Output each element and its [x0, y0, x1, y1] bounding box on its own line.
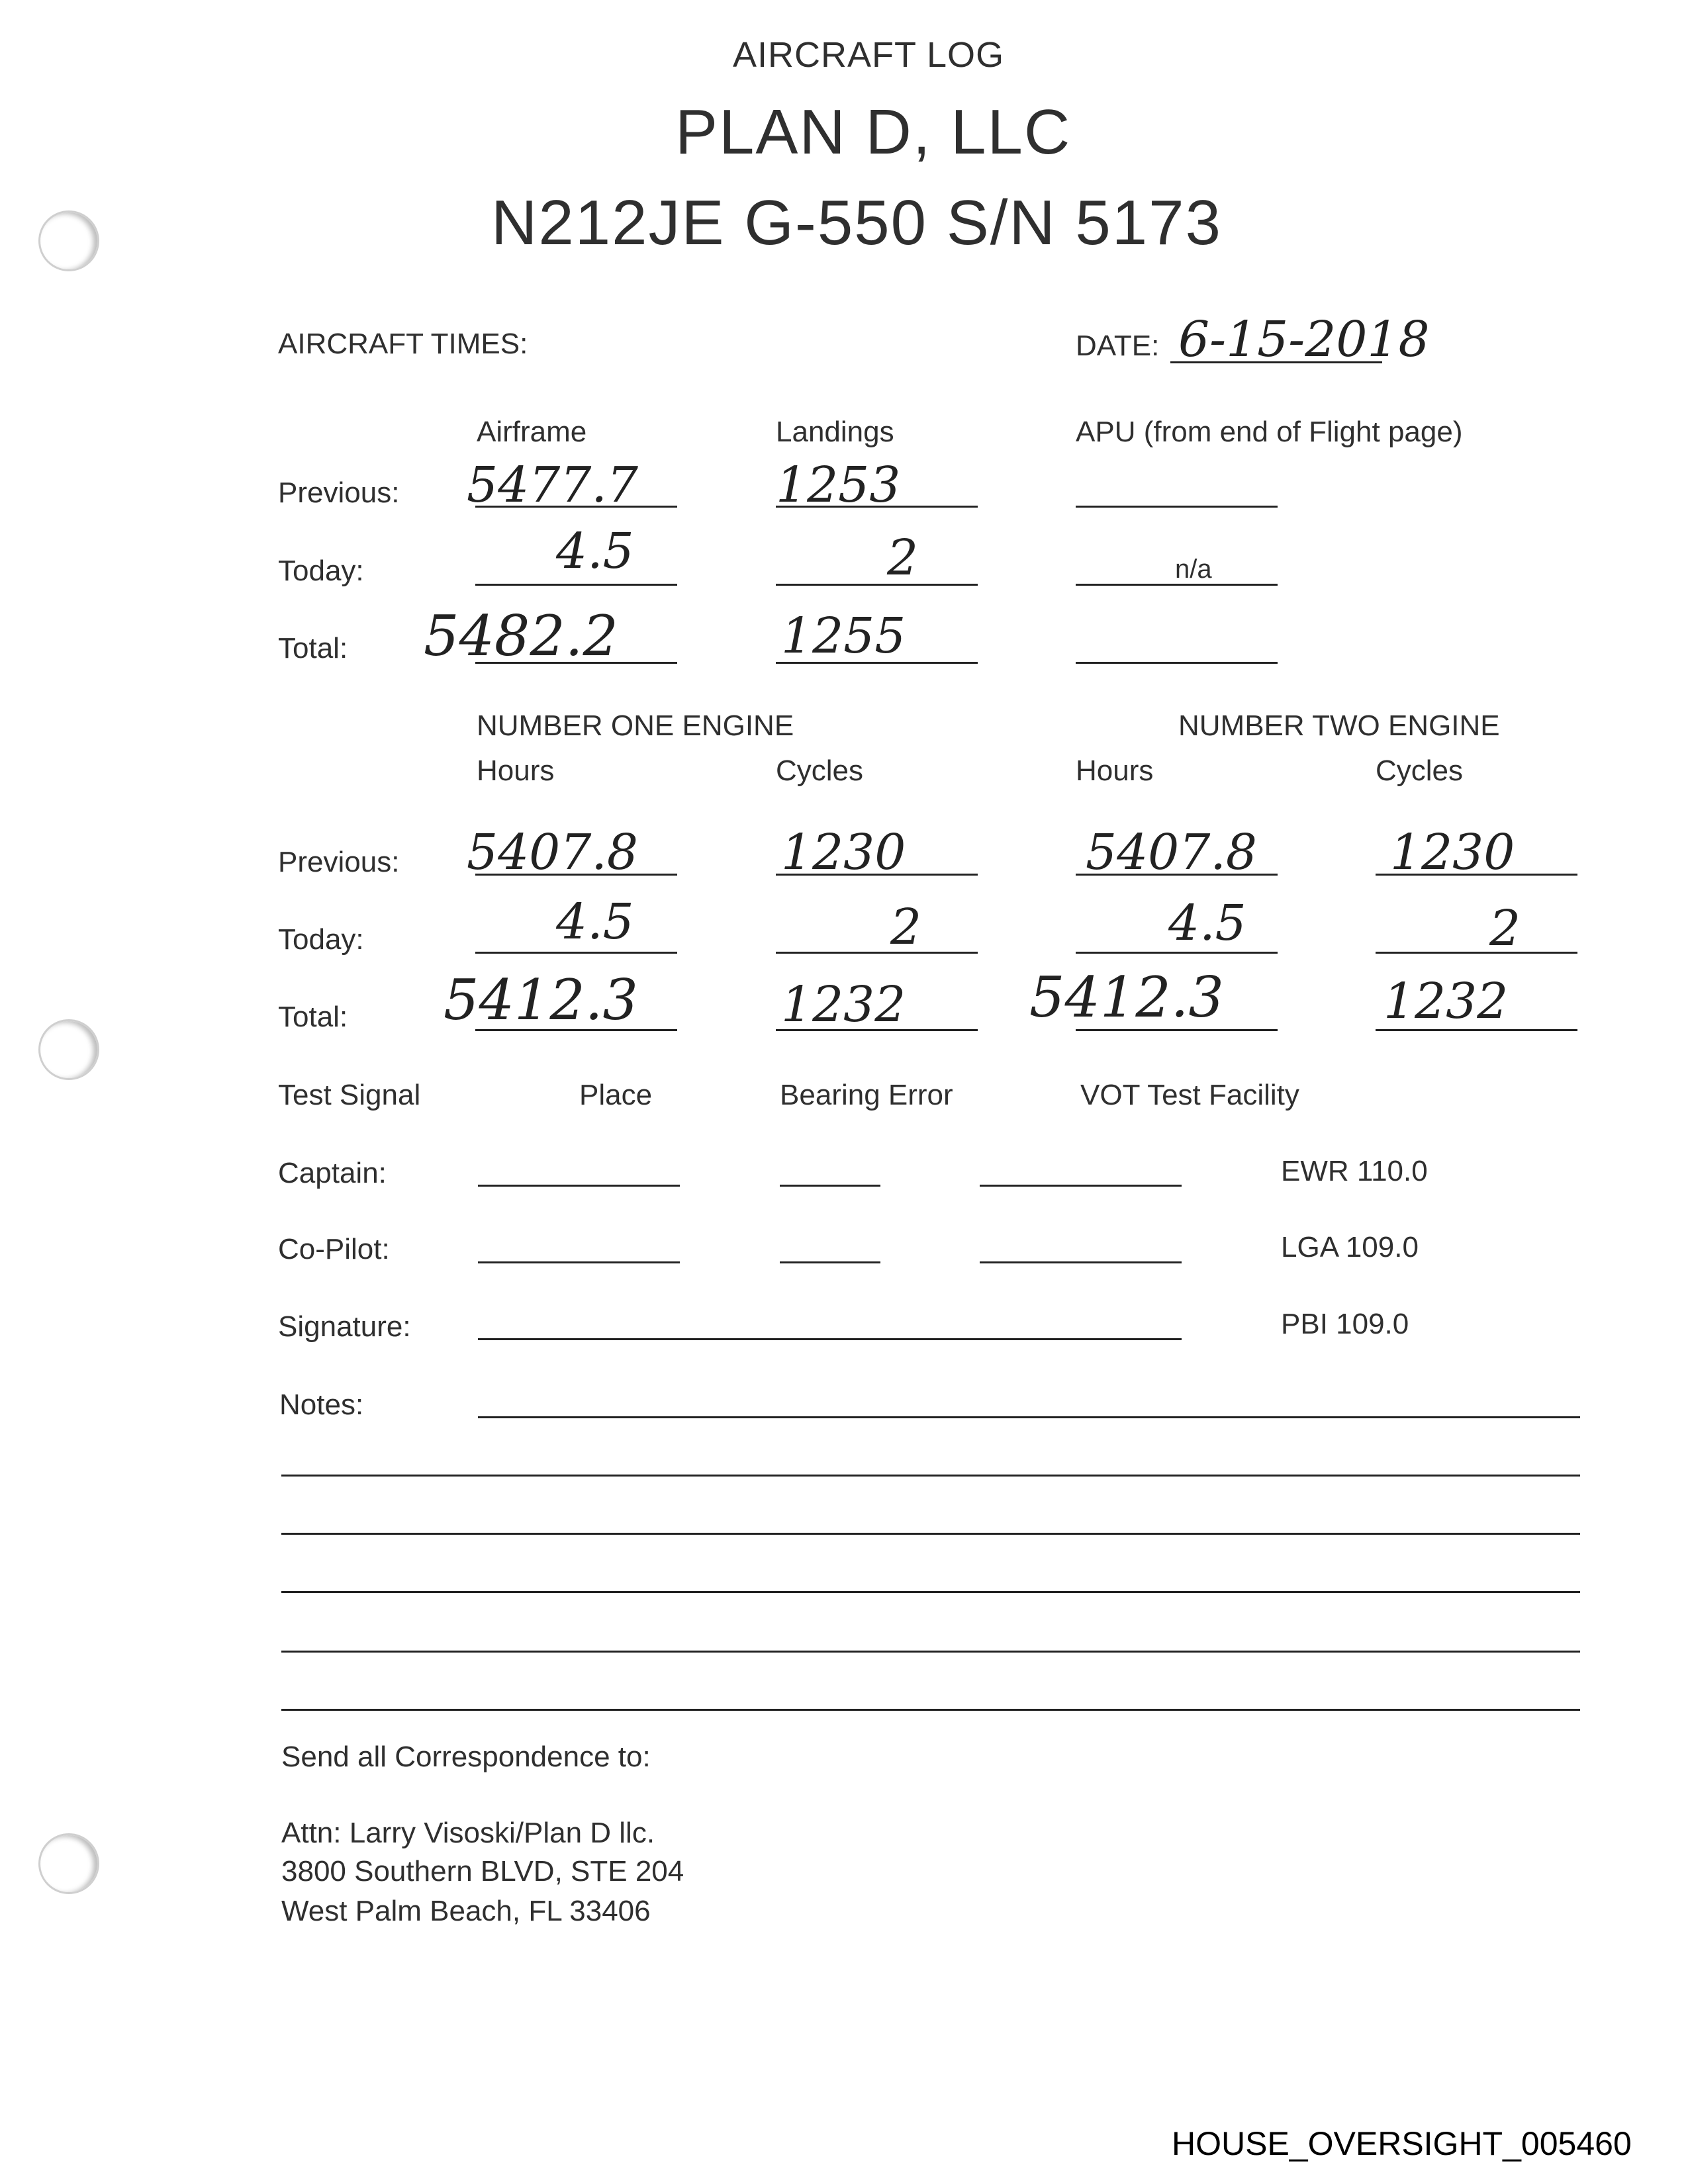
engine-two-hours-label: Hours: [1076, 754, 1154, 787]
airframe-column-label: Airframe: [477, 416, 587, 448]
engine-two-cycles-label: Cycles: [1376, 754, 1464, 787]
engine-two-cycles-today-line: [1376, 952, 1577, 954]
aircraft-times-label: AIRCRAFT TIMES:: [278, 328, 528, 360]
times-total-label: Total:: [278, 632, 348, 664]
address-line-2: West Palm Beach, FL 33406: [281, 1895, 651, 1927]
engines-total-label: Total:: [278, 1001, 348, 1033]
engine-two-hours-today-value: 4.5: [1168, 895, 1246, 952]
bearing-error-label: Bearing Error: [780, 1079, 953, 1111]
times-previous-label: Previous:: [278, 477, 400, 509]
place-label: Place: [579, 1079, 653, 1111]
notes-label: Notes:: [279, 1388, 364, 1421]
captain-bearing-line: [780, 1185, 880, 1187]
engine-two-hours-today-line: [1076, 952, 1278, 954]
engines-today-label: Today:: [278, 923, 364, 956]
landings-total-value: 1255: [781, 608, 906, 664]
engine-one-cycles-total-value: 1232: [781, 976, 906, 1033]
landings-today-line: [776, 584, 978, 586]
copilot-place-line: [478, 1261, 680, 1263]
airframe-previous-value: 5477.7: [467, 457, 638, 514]
signature-label: Signature:: [278, 1310, 411, 1343]
engine-two-cycles-previous-value: 1230: [1390, 824, 1515, 881]
engine-one-cycles-today-line: [776, 952, 978, 954]
airframe-today-value: 4.5: [556, 523, 634, 580]
landings-column-label: Landings: [776, 416, 894, 448]
engine-one-cycles-label: Cycles: [776, 754, 864, 787]
address-line-1: 3800 Southern BLVD, STE 204: [281, 1855, 684, 1888]
engine-one-hours-today-value: 4.5: [556, 893, 634, 950]
landings-previous-value: 1253: [776, 457, 901, 514]
form-top-label: AIRCRAFT LOG: [733, 35, 1005, 75]
airframe-total-value: 5482.2: [424, 604, 618, 668]
engine-two-title: NUMBER TWO ENGINE: [1178, 709, 1500, 742]
binder-hole-middle: [38, 1019, 99, 1080]
apu-today-value: n/a: [1175, 555, 1212, 584]
notes-line-5: [281, 1651, 1580, 1653]
captain-label: Captain:: [278, 1157, 387, 1189]
apu-previous-line: [1076, 506, 1278, 508]
apu-column-label: APU (from end of Flight page): [1076, 416, 1463, 448]
times-today-label: Today:: [278, 555, 364, 587]
captain-extra-line: [980, 1185, 1182, 1187]
facility-pbi: PBI 109.0: [1281, 1308, 1409, 1340]
test-signal-label: Test Signal: [278, 1079, 421, 1111]
facility-lga: LGA 109.0: [1281, 1231, 1419, 1263]
facility-ewr: EWR 110.0: [1281, 1155, 1428, 1187]
bates-stamp: HOUSE_OVERSIGHT_005460: [1172, 2125, 1632, 2162]
notes-line-3: [281, 1533, 1580, 1535]
copilot-bearing-line: [780, 1261, 880, 1263]
apu-total-line: [1076, 662, 1278, 664]
correspondence-label: Send all Correspondence to:: [281, 1741, 651, 1773]
date-label: DATE:: [1076, 330, 1160, 362]
engines-previous-label: Previous:: [278, 846, 400, 878]
engine-two-hours-previous-value: 5407.8: [1086, 824, 1257, 881]
attn-line: Attn: Larry Visoski/Plan D llc.: [281, 1817, 655, 1849]
notes-line-2: [281, 1475, 1580, 1477]
binder-hole-bottom: [38, 1833, 99, 1894]
company-name: PLAN D, LLC: [675, 97, 1072, 167]
aircraft-identifier: N212JE G-550 S/N 5173: [491, 187, 1222, 258]
notes-line-6: [281, 1709, 1580, 1711]
captain-place-line: [478, 1185, 680, 1187]
airframe-today-line: [475, 584, 677, 586]
engine-one-cycles-today-value: 2: [890, 899, 922, 956]
engine-one-hours-label: Hours: [477, 754, 555, 787]
engine-one-cycles-previous-value: 1230: [781, 824, 906, 881]
engine-one-hours-total-value: 5412.3: [444, 968, 638, 1032]
landings-today-value: 2: [887, 529, 919, 586]
engine-two-hours-total-value: 5412.3: [1029, 965, 1224, 1030]
date-value: 6-15-2018: [1178, 311, 1430, 368]
copilot-label: Co-Pilot:: [278, 1233, 390, 1265]
notes-line-4: [281, 1591, 1580, 1593]
engine-one-title: NUMBER ONE ENGINE: [477, 709, 794, 742]
engine-two-cycles-today-value: 2: [1489, 900, 1521, 957]
engine-one-hours-today-line: [475, 952, 677, 954]
binder-hole-top: [38, 210, 99, 271]
copilot-extra-line: [980, 1261, 1182, 1263]
engine-two-cycles-total-value: 1232: [1383, 973, 1509, 1030]
signature-line: [478, 1338, 1182, 1340]
notes-line-1: [478, 1416, 1580, 1418]
engine-one-hours-previous-value: 5407.8: [467, 824, 638, 881]
vot-test-facility-label: VOT Test Facility: [1080, 1079, 1299, 1111]
